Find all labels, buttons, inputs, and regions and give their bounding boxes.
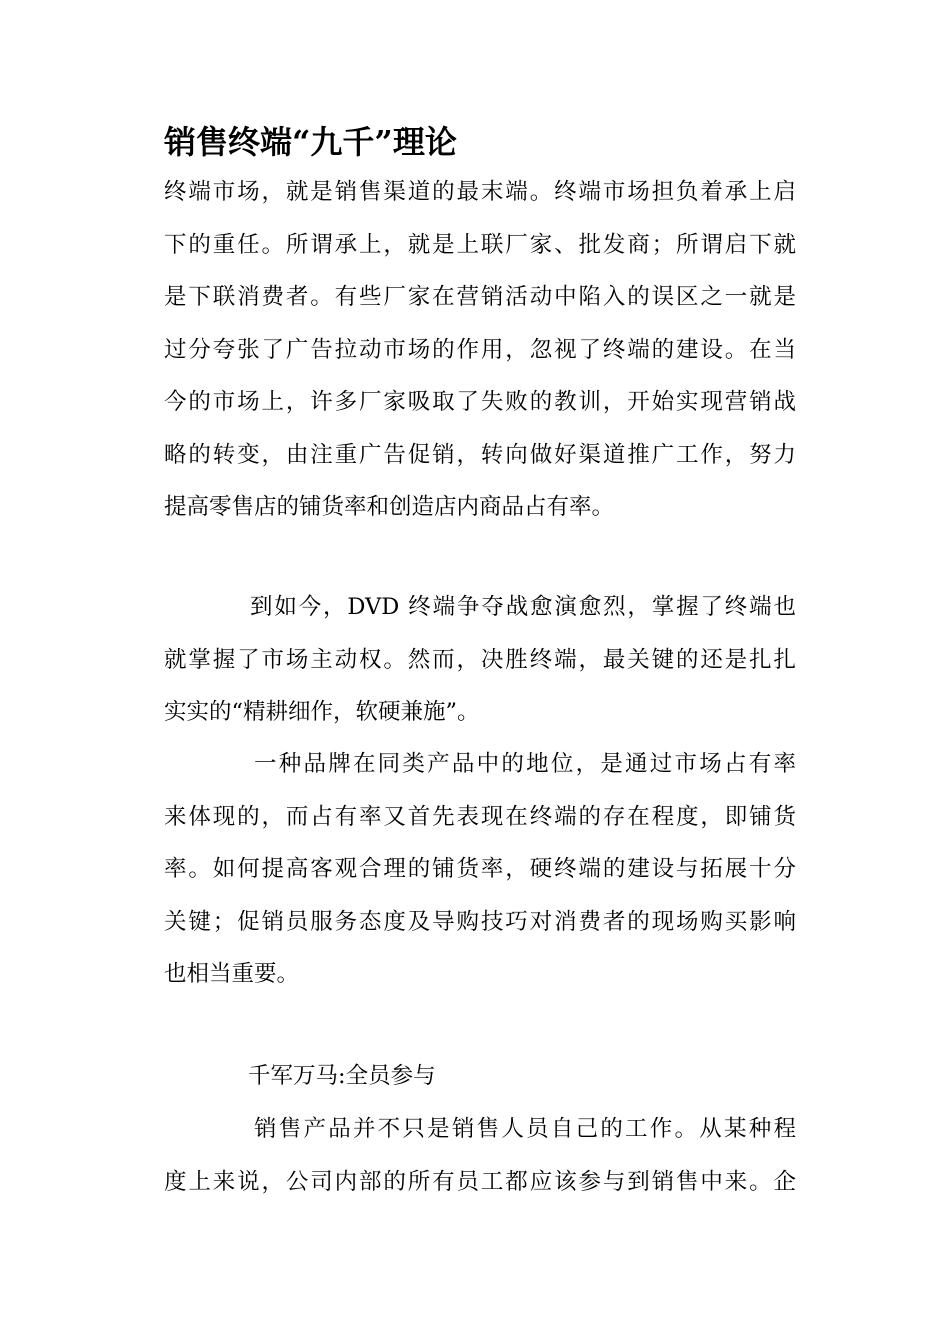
section-heading-all-staff <box>164 1050 796 1103</box>
paragraph-line: 来体现的，而占有率又首先表现在终端的存在程度，即铺货 <box>164 803 796 830</box>
paragraph-line: 度上来说，公司内部的所有员工都应该参与到销售中来。企 <box>164 1168 796 1195</box>
paragraph-line: 过分夸张了广告拉动市场的作用，忽视了终端的建设。在当 <box>164 336 796 363</box>
paragraph-line: 关键；促销员服务态度及导购技巧对消费者的现场购买影响 <box>164 908 796 935</box>
paragraph-line: 略的转变，由注重广告促销，转向做好渠道推广工作，努力 <box>164 441 796 468</box>
paragraph-intro <box>164 166 796 534</box>
paragraph-all-staff <box>164 1103 796 1208</box>
paragraph-line: 就掌握了市场主动权。然而，决胜终端，最关键的还是扎扎 <box>164 646 796 673</box>
paragraph-line: 是下联消费者。有些厂家在营销活动中陷入的误区之一就是 <box>164 284 796 310</box>
paragraph-line: 今的市场上，许多厂家吸取了失败的教训，开始实现营销战 <box>164 389 796 415</box>
paragraph-market-share <box>164 738 796 1001</box>
paragraph-line: 率。如何提高客观合理的铺货率，硬终端的建设与拓展十分 <box>164 856 796 882</box>
paragraph-line: 终端市场，就是销售渠道的最末端。终端市场担负着承上启 <box>164 179 796 205</box>
paragraph-line: 到如今，DVD 终端争夺战愈演愈烈，掌握了终端也 <box>250 594 796 620</box>
paragraph-line: 提高零售店的铺货率和创造店内商品占有率。 <box>164 494 615 520</box>
paragraph-line: 下的重任。所谓承上，就是上联厂家、批发商；所谓启下就 <box>164 231 796 258</box>
paragraph-line: 实实的“精耕细作，软硬兼施”。 <box>164 699 480 725</box>
paragraph-line: 也相当重要。 <box>164 961 300 987</box>
paragraph-dvd-competition <box>164 581 796 739</box>
paragraph-line: 销售产品并不只是销售人员自己的工作。从某种程 <box>254 1116 796 1142</box>
section-heading: 千军万马:全员参与 <box>248 1063 436 1089</box>
paragraph-line: 一种品牌在同类产品中的地位，是通过市场占有率 <box>254 751 796 777</box>
document-title: 销售终端“九千”理论 <box>164 123 457 161</box>
